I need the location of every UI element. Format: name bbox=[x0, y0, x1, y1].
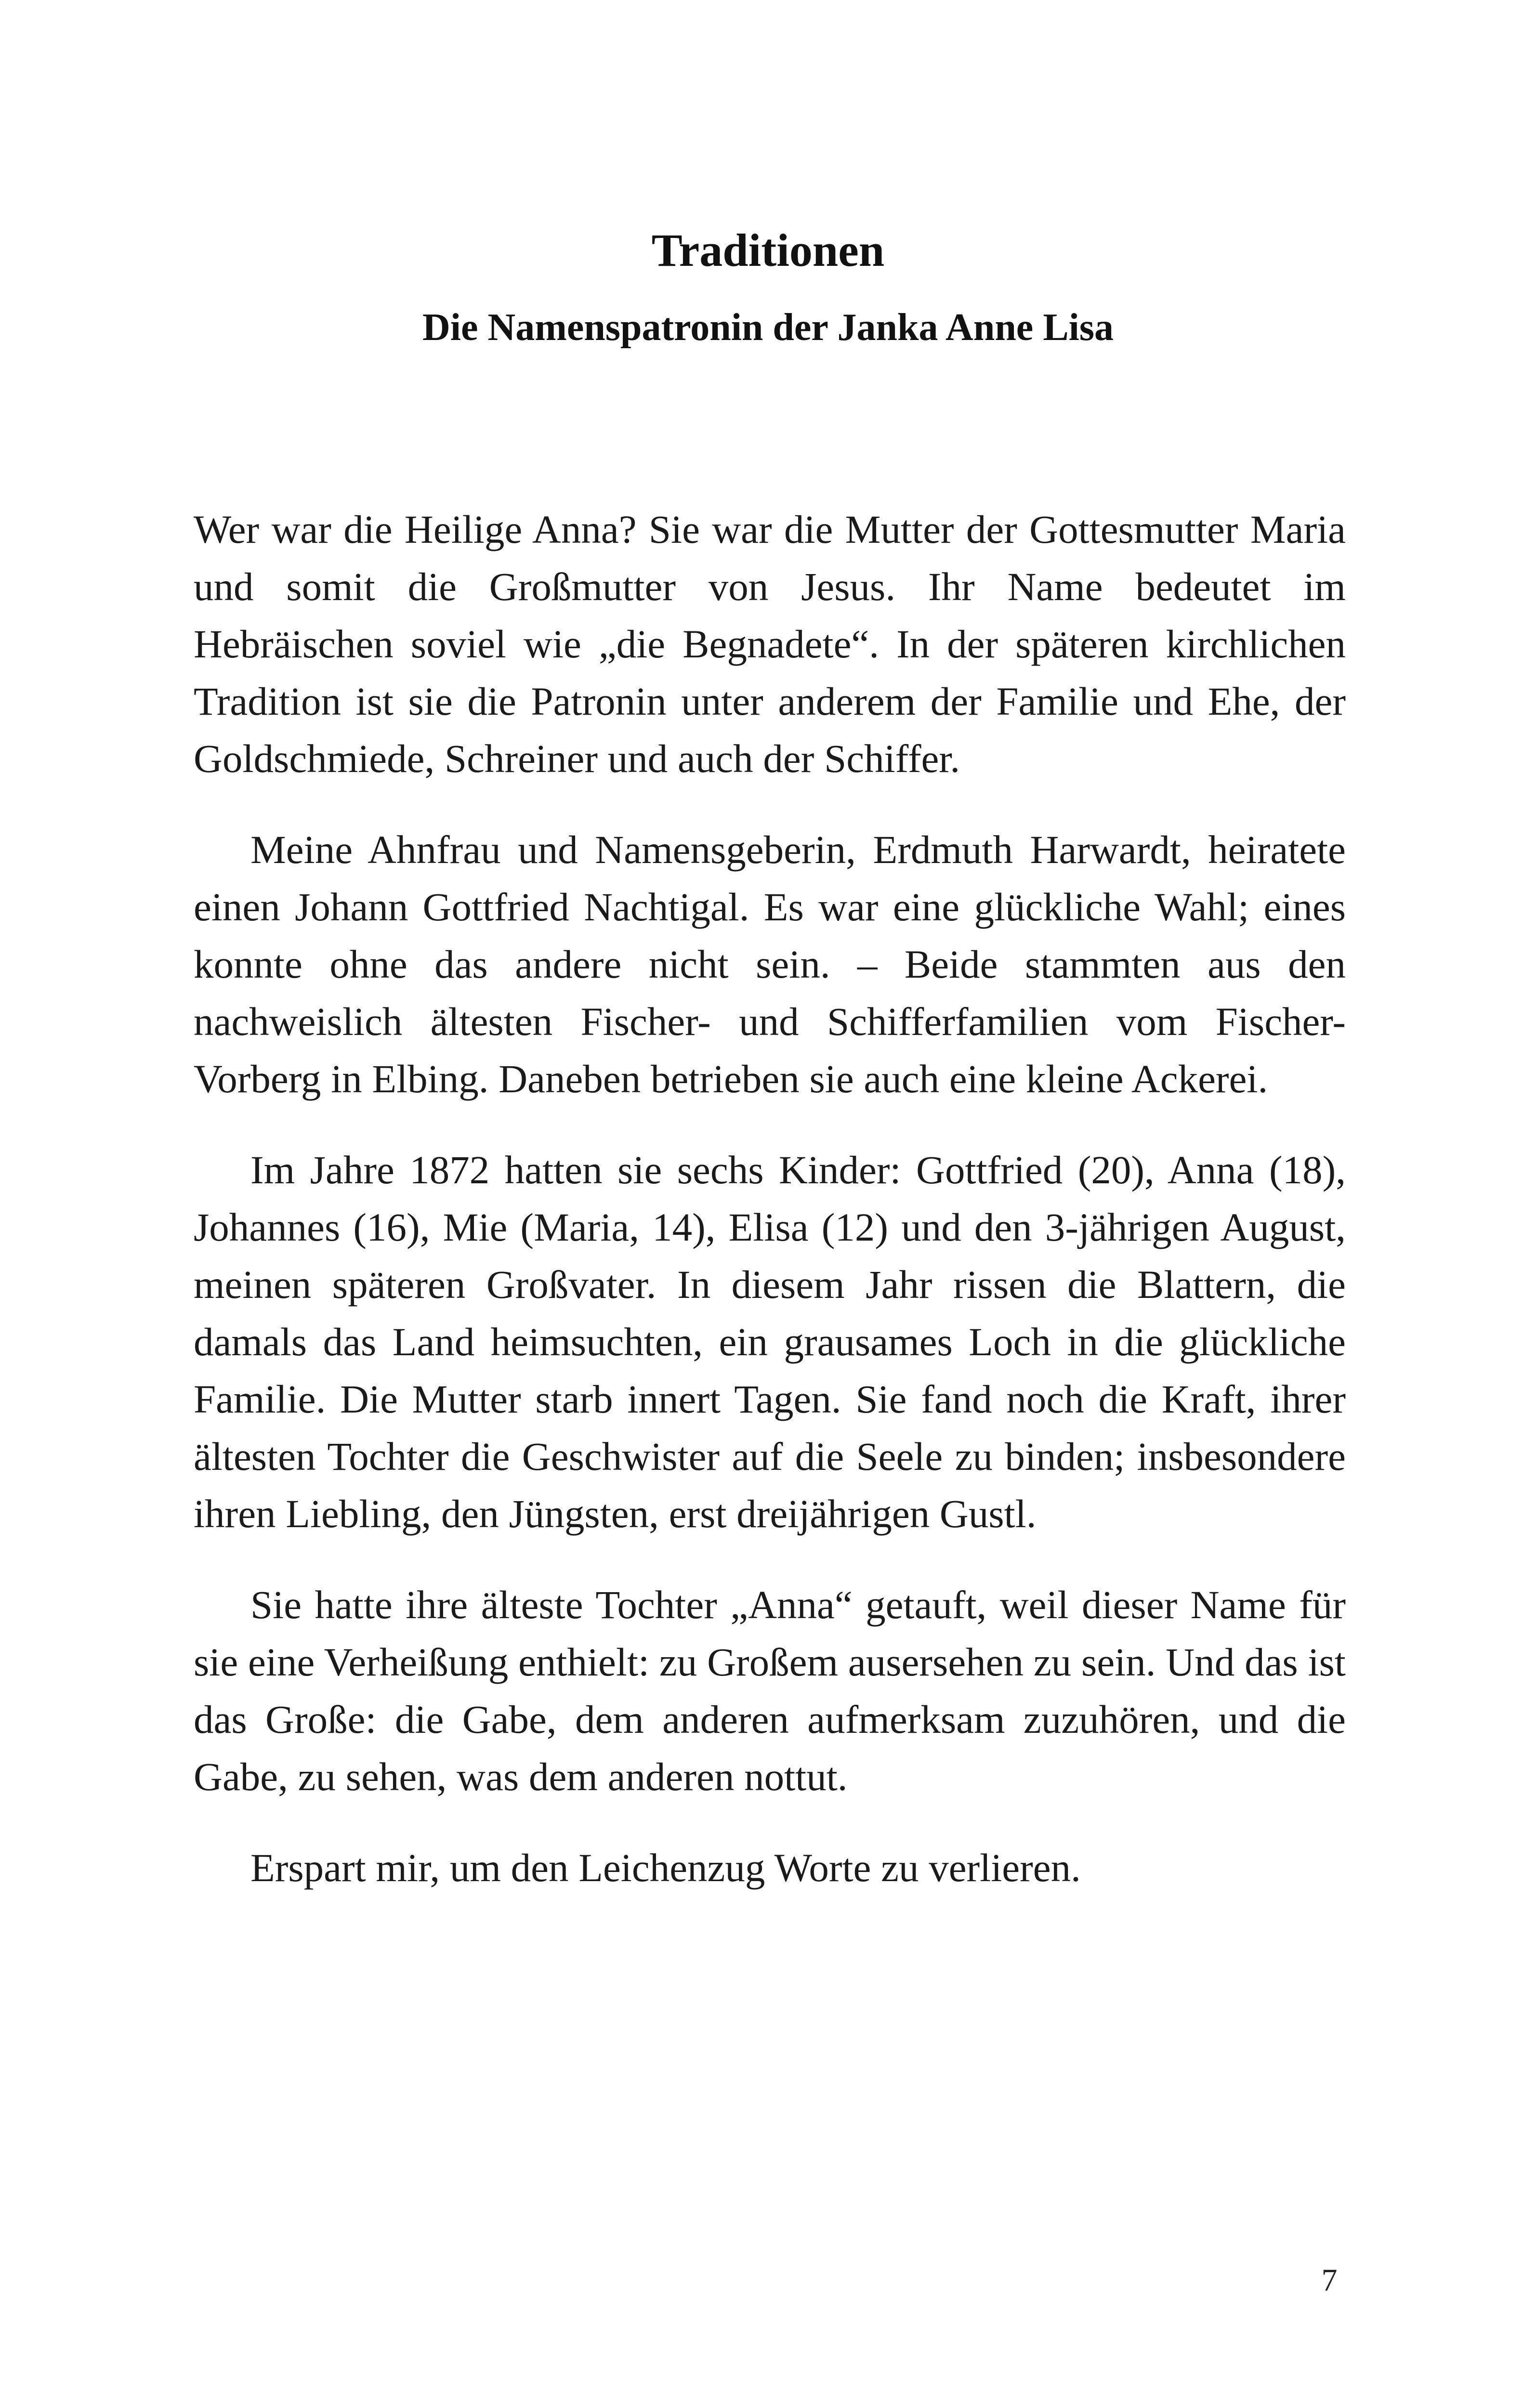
paragraph-5: Erspart mir, um den Leichenzug Worte zu verlieren. bbox=[250, 1845, 1081, 1890]
paragraph-2: Meine Ahnfrau und Namensgeberin, Erdmuth Harwardt, heiratete einen Johann Gottfried Nachtigal. Es war eine glückliche Wahl; eines konnte ohne das andere nicht sein. – Beide stammten aus den nachweislich ältesten Fischer- und Schifferfamilien vom Fischer-Vorberg in Elbing. Daneben betrieben sie auch eine kleine Ackerei. bbox=[194, 827, 1346, 1101]
body-text bbox=[194, 501, 1346, 1930]
paragraph-1: Wer war die Heilige Anna? Sie war die Mutter der Gottesmutter Maria und somit die Großmutter von Jesus. Ihr Name bedeutet im Hebräischen soviel wie „die Begnadete“. In der späteren kirchlichen Tradition ist sie die Patronin unter anderem der Familie und Ehe, der Goldschmiede, Schreiner und auch der Schiffer. bbox=[194, 507, 1346, 781]
chapter-subtitle: Die Namenspatronin der Janka Anne Lisa bbox=[422, 306, 1114, 349]
page-number: 7 bbox=[1321, 2263, 1338, 2298]
paragraph-3: Im Jahre 1872 hatten sie sechs Kinder: Gottfried (20), Anna (18), Johannes (16), Mie (Maria, 14), Elisa (12) und den 3-jährigen August, meinen späteren Großvater. In diesem Jahr rissen die Blattern, die damals das Land heimsuchten, ein grausames Loch in die glückliche Familie. Die Mutter starb innert Tagen. Sie fand noch die Kraft, ihrer ältesten Tochter die Geschwister auf die Seele zu binden; insbesondere ihren Liebling, den Jüngsten, erst dreijährigen Gustl. bbox=[194, 1148, 1346, 1536]
paragraph-4: Sie hatte ihre älteste Tochter „Anna“ getauft, weil dieser Name für sie eine Verheißung enthielt: zu Großem ausersehen zu sein. Und das ist das Große: die Gabe, dem anderen aufmerksam zuzuhören, und die Gabe, zu sehen, was dem anderen nottut. bbox=[194, 1583, 1346, 1799]
chapter-title: Traditionen bbox=[651, 224, 885, 276]
